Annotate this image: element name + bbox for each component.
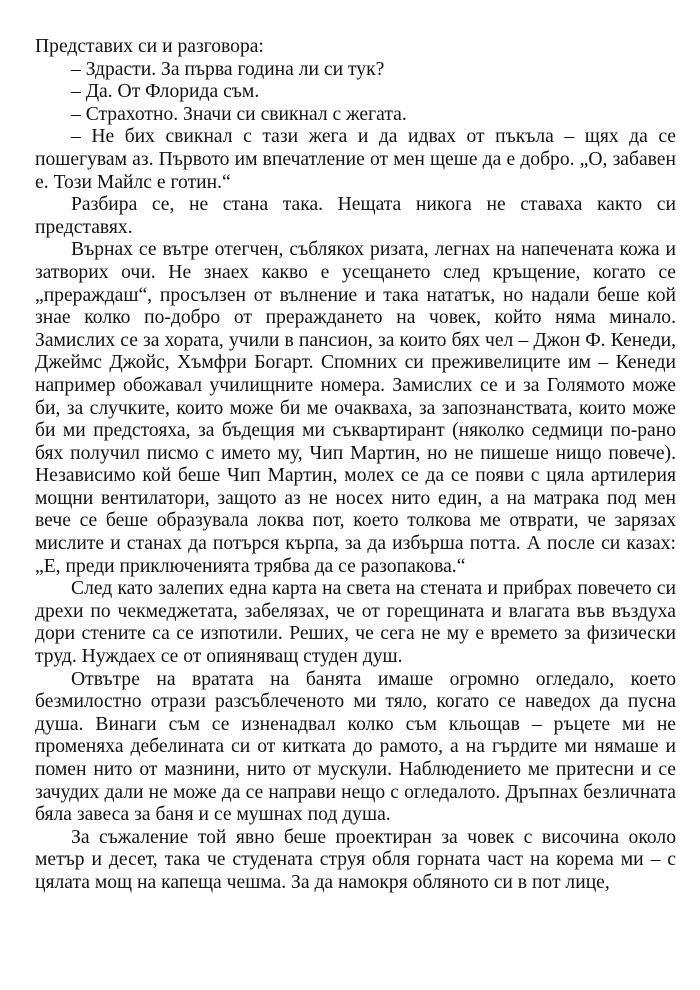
dialogue-line: – Да. От Флорида съм. bbox=[71, 81, 260, 103]
dialogue-line: – Здрасти. За първа година ли си тук? bbox=[71, 58, 385, 80]
book-page bbox=[35, 36, 676, 895]
paragraph: Отвътре на вратата на банята имаше огромно огледало, което безмилостно отрази разсъблеченото ми тяло, когато се наведох да пусна душа. Винаги съм се изненадвал колко съм кльощав – ръцете ми не променяха дебелината си от китката до рамото, а на гърдите ми нямаше и помен нито от мазнини, нито от мускули. Наблюдението ме притесни и се зачудих дали не може да се направи нещо с огледалото. Дръпнах безличната бяла завеса за баня и се мушнах под душа. bbox=[35, 668, 676, 826]
paragraph-intro: Представих си и разговора: bbox=[35, 36, 264, 57]
paragraph: За съжаление той явно беше проектиран за човек с височина около метър и десет, така че студената струя обля горната част на корема ми – с цялата мощ на капеща чешма. За да намокря обляното си в пот лице, bbox=[35, 826, 676, 893]
dialogue-line: – Страхотно. Значи си свикнал с жегата. bbox=[71, 103, 407, 125]
paragraph: Разбира се, не стана така. Нещата никога не ставаха както си представях. bbox=[35, 194, 676, 238]
paragraph: Върнах се вътре отегчен, съблякох ризата, легнах на напечената кожа и затворих очи. Не знаех какво е усещането след кръщение, когато се „прераждаш“, просълзен от вълнение и така нататък, но надали беше кой знае колко по-добро от прераждането на човек, който няма минало. Замислих се за хората, учили в пансион, за които бях чел – Джон Ф. Кенеди, Джеймс Джойс, Хъмфри Богарт. Спомних си преживелиците им – Кенеди например обожавал училищните номера. Замислих се и за Голямото може би, за случките, които може би ме очакваха, за запознанствата, които може би ми предстояха, за бъдещия ми съквартирант (няколко седмици по-рано бях получил писмо с името му, Чип Мартин, но не пишеше нищо повече). Независимо кой беше Чип Мартин, молех се да се появи с цяла артилерия мощни вентилатори, защото аз не носех нито един, а на матрака под мен вече се беше образувала локва пот, което толкова ме отврати, че зарязах мислите и станах да потърся кърпа, за да избърша потта. А после си казах: „Е, преди приключенията трябва да се разопакова.“ bbox=[35, 239, 676, 577]
paragraph: След като залепих една карта на света на стената и прибрах повечето си дрехи по чекмеджетата, забелязах, че от горещината и влагата във въздуха дори стените са се изпотили. Реших, че сега не му е времето за физически труд. Нуждаех се от опияняващ студен душ. bbox=[35, 578, 676, 668]
dialogue-line: – Не бих свикнал с тази жега и да идвах от пъкъла – щях да се пошегувам аз. Първото им впечатление от мен щеше да е добро. „О, забавен е. Този Майлс е готин.“ bbox=[35, 126, 676, 193]
